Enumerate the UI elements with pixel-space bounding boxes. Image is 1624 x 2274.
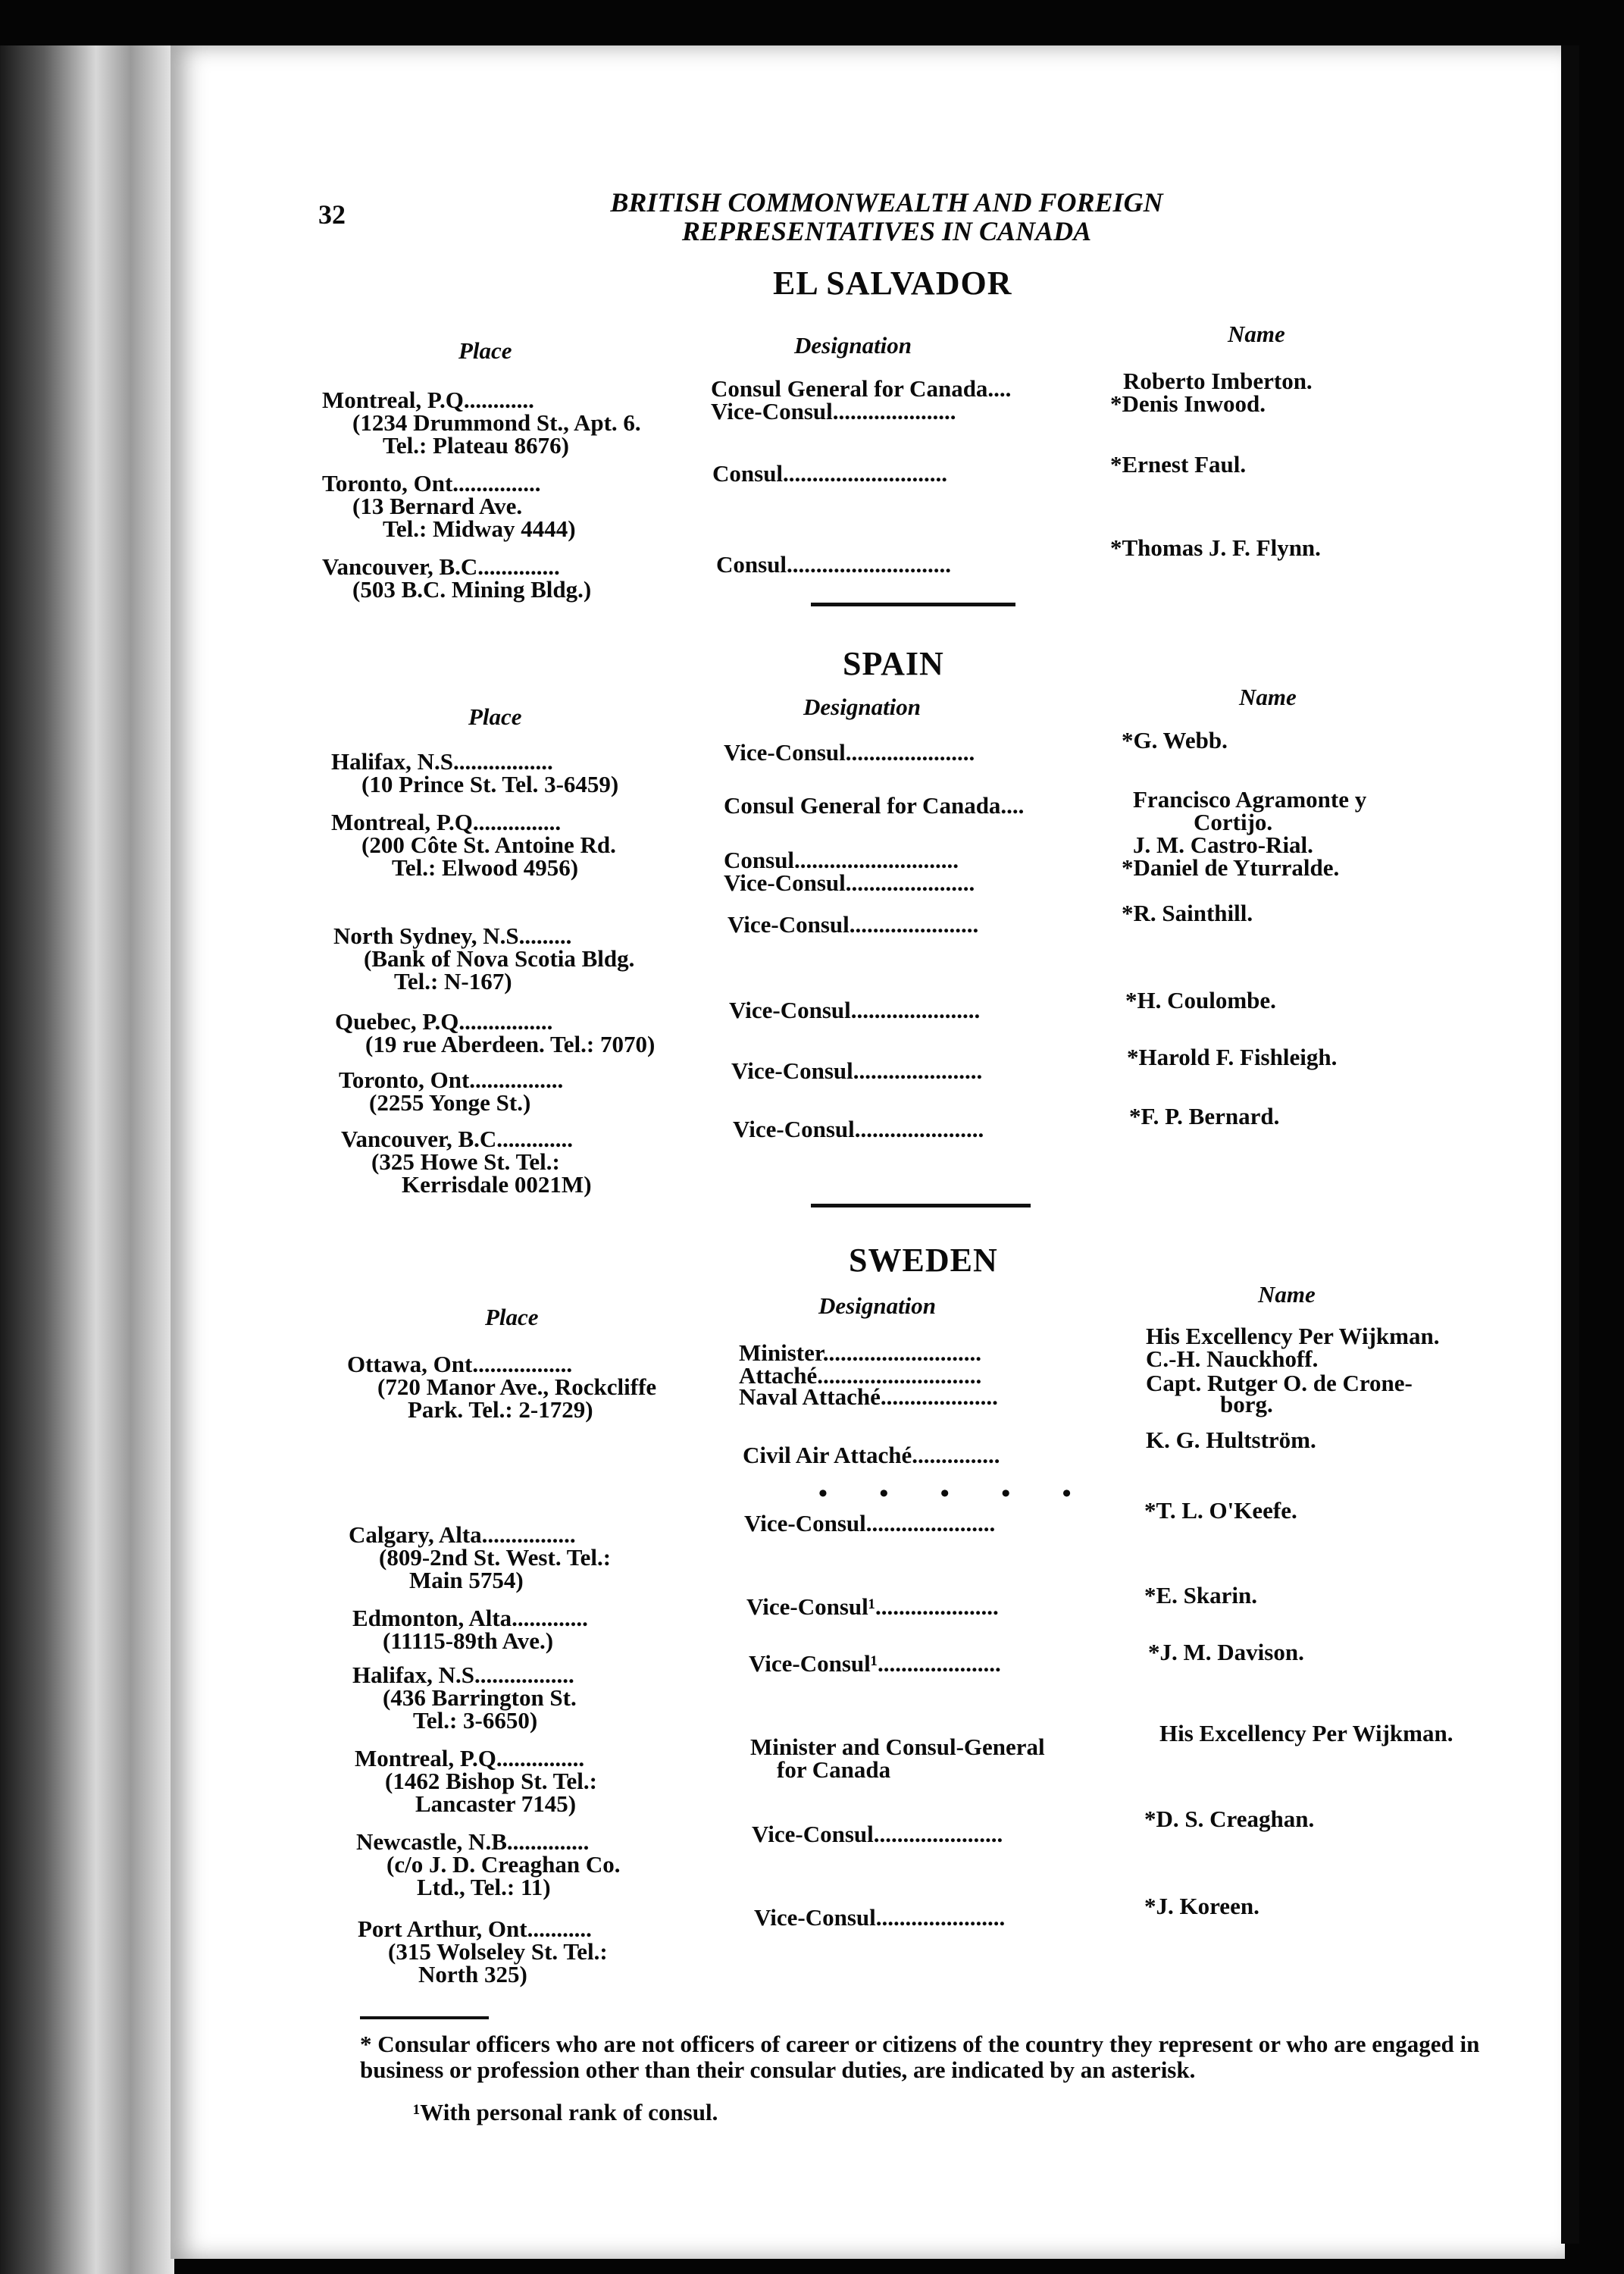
place-address: (13 Bernard Ave. <box>352 493 523 519</box>
place-address: (503 B.C. Mining Bldg.) <box>352 576 592 603</box>
entry-place <box>322 472 576 540</box>
representative-name: *Denis Inwood. <box>1110 390 1266 417</box>
representative-name: K. G. Hultström. <box>1146 1427 1316 1453</box>
designation: Vice-Consul...................... <box>724 739 975 766</box>
footnote-personal-rank: ¹With personal rank of consul. <box>413 2099 718 2125</box>
designation: Vice-Consul¹..................... <box>746 1593 999 1620</box>
entry-place <box>349 1521 612 1593</box>
place-city: Halifax, N.S................. <box>352 1662 574 1688</box>
section-title-el-salvador: EL SALVADOR <box>773 265 1012 302</box>
place-address: (325 Howe St. Tel.: <box>371 1148 560 1175</box>
place-city: Vancouver, B.C.............. <box>322 553 560 580</box>
place-address: (315 Wolseley St. Tel.: <box>388 1938 608 1965</box>
designation: Vice-Consul¹..................... <box>749 1650 1001 1677</box>
page-number: 32 <box>318 199 346 230</box>
place-address: (1234 Drummond St., Apt. 6. <box>352 409 641 436</box>
representative-name: Roberto Imberton. <box>1123 368 1313 394</box>
representative-name: *Harold F. Fishleigh. <box>1127 1044 1338 1070</box>
designation: Vice-Consul...................... <box>724 869 975 896</box>
designation: Minister........................... <box>739 1339 982 1366</box>
representative-name: *T. L. O'Keefe. <box>1144 1497 1297 1524</box>
place-telephone: Main 5754) <box>409 1567 524 1593</box>
place-telephone: North 325) <box>418 1961 527 1987</box>
place-address: (200 Côte St. Antoine Rd. <box>361 832 616 858</box>
entry-place <box>322 553 592 603</box>
column-head-name: Name <box>1239 684 1297 710</box>
representative-name: *H. Coulombe. <box>1125 987 1276 1013</box>
place-address: (10 Prince St. Tel. 3-6459) <box>361 771 619 797</box>
place-city: Halifax, N.S................. <box>331 748 553 775</box>
place-address: (436 Barrington St. <box>383 1684 577 1711</box>
column-head-designation: Designation <box>803 694 922 720</box>
footnotes <box>360 2031 1519 2125</box>
place-telephone: Kerrisdale 0021M) <box>402 1171 592 1198</box>
representative-name: Capt. Rutger O. de Crone- <box>1146 1370 1413 1396</box>
designation: Vice-Consul...................... <box>754 1904 1006 1931</box>
place-city: Vancouver, B.C............. <box>341 1126 574 1152</box>
running-head-line2: REPRESENTATIVES IN CANADA <box>681 216 1092 246</box>
designation: Consul............................ <box>724 847 959 873</box>
representative-name: *Thomas J. F. Flynn. <box>1110 534 1321 561</box>
place-city: Newcastle, N.B.............. <box>356 1828 590 1855</box>
section-divider <box>811 603 1015 606</box>
place-city: Quebec, P.Q................ <box>335 1008 553 1035</box>
footnote-asterisk: * Consular officers who are not officers of career or citizens of the country they represent or who are engaged in business or profession other than their consular duties, are indicated by an asterisk. <box>360 2031 1480 2083</box>
section-title-spain: SPAIN <box>843 645 944 682</box>
column-head-name: Name <box>1228 321 1285 347</box>
place-address: (720 Manor Ave., Rockcliffe <box>377 1373 657 1400</box>
designation: Naval Attaché.................... <box>739 1383 998 1410</box>
designation: Vice-Consul...................... <box>752 1821 1003 1847</box>
representative-name: *F. P. Bernard. <box>1129 1103 1280 1129</box>
page-edge-shadow <box>1561 45 1579 2244</box>
place-city: Toronto, Ont............... <box>322 470 541 496</box>
column-head-name: Name <box>1258 1281 1316 1308</box>
place-city: Montreal, P.Q............... <box>355 1745 585 1771</box>
representative-name: *J. M. Davison. <box>1148 1639 1304 1665</box>
entry-place <box>356 1828 621 1900</box>
entry-place <box>341 1128 592 1196</box>
designation: Vice-Consul...................... <box>744 1510 996 1536</box>
column-head-place: Place <box>458 337 512 364</box>
place-telephone: Tel.: Plateau 8676) <box>383 432 569 459</box>
place-telephone: Tel.: 3-6650) <box>413 1707 538 1734</box>
separator-dots: • • • • • <box>818 1480 1094 1508</box>
representative-name: C.-H. Nauckhoff. <box>1146 1345 1319 1372</box>
place-city: North Sydney, N.S......... <box>333 922 572 949</box>
designation: Consul............................ <box>712 460 948 487</box>
place-telephone: Park. Tel.: 2-1729) <box>408 1396 593 1423</box>
representative-name: *Daniel de Yturralde. <box>1122 854 1340 881</box>
column-head-designation: Designation <box>794 332 912 359</box>
entry-place <box>335 1010 655 1056</box>
column-head-place: Place <box>485 1304 539 1330</box>
entry-place <box>333 922 635 994</box>
designation: Vice-Consul...................... <box>731 1057 983 1084</box>
book-spine <box>0 45 174 2274</box>
place-address: (809-2nd St. West. Tel.: <box>379 1544 612 1571</box>
column-head-designation: Designation <box>818 1292 937 1319</box>
designation: Vice-Consul...................... <box>729 997 981 1023</box>
place-city: Montreal, P.Q............ <box>322 387 534 413</box>
place-address: (Bank of Nova Scotia Bldg. <box>364 945 635 972</box>
column-head-place: Place <box>468 703 522 730</box>
place-address: (1462 Bishop St. Tel.: <box>385 1768 597 1794</box>
place-address: (11115-89th Ave.) <box>383 1627 554 1654</box>
place-telephone: Tel.: Midway 4444) <box>383 515 576 542</box>
representative-name: Francisco Agramonte y <box>1133 786 1367 813</box>
place-city: Port Arthur, Ont........... <box>358 1915 592 1942</box>
designation: for Canada <box>777 1756 891 1783</box>
designation: Attaché............................ <box>739 1362 982 1389</box>
footnote-rule <box>360 2016 489 2019</box>
entry-place <box>352 1664 577 1732</box>
designation: Consul............................ <box>716 551 952 578</box>
place-city: Toronto, Ont................ <box>339 1067 564 1093</box>
entry-place <box>339 1069 563 1114</box>
place-city: Montreal, P.Q............... <box>331 809 562 835</box>
representative-name: J. M. Castro-Rial. <box>1133 832 1313 858</box>
representative-name: *Ernest Faul. <box>1110 451 1247 478</box>
designation: Vice-Consul..................... <box>711 398 956 424</box>
place-city: Calgary, Alta................ <box>349 1521 576 1548</box>
representative-name: *D. S. Creaghan. <box>1144 1806 1315 1832</box>
running-head <box>530 188 1243 246</box>
representative-name: *G. Webb. <box>1122 727 1228 753</box>
representative-name: *J. Koreen. <box>1144 1893 1259 1919</box>
designation: Consul General for Canada.... <box>724 792 1025 819</box>
entry-place <box>331 750 618 796</box>
representative-name: Cortijo. <box>1194 809 1273 835</box>
section-title-sweden: SWEDEN <box>849 1242 998 1279</box>
place-telephone: Ltd., Tel.: 11) <box>417 1874 551 1900</box>
designation: Civil Air Attaché............... <box>743 1442 1000 1468</box>
place-city: Edmonton, Alta............. <box>352 1605 588 1631</box>
entry-place <box>355 1747 597 1815</box>
representative-name: borg. <box>1220 1391 1273 1417</box>
representative-name: His Excellency Per Wijkman. <box>1146 1323 1440 1349</box>
place-city: Ottawa, Ont................. <box>347 1351 573 1377</box>
entry-place <box>322 389 641 457</box>
entry-place <box>331 811 616 879</box>
running-head-line1: BRITISH COMMONWEALTH AND FOREIGN <box>610 187 1163 218</box>
designation: Consul General for Canada.... <box>711 375 1012 402</box>
entry-place <box>358 1915 608 1987</box>
place-address: (19 rue Aberdeen. Tel.: 7070) <box>365 1031 656 1057</box>
designation: Vice-Consul...................... <box>728 911 979 938</box>
entry-place <box>352 1607 588 1652</box>
section-divider <box>811 1204 1031 1207</box>
representative-name: *R. Sainthill. <box>1122 900 1253 926</box>
entry-place <box>347 1353 656 1421</box>
place-address: (c/o J. D. Creaghan Co. <box>386 1851 621 1878</box>
designation: Minister and Consul-General <box>750 1734 1045 1760</box>
place-telephone: Tel.: Elwood 4956) <box>392 854 579 881</box>
designation: Vice-Consul...................... <box>733 1116 984 1142</box>
representative-name: *E. Skarin. <box>1144 1582 1258 1608</box>
place-telephone: Tel.: N-167) <box>394 968 512 994</box>
place-address: (2255 Yonge St.) <box>369 1089 531 1116</box>
place-telephone: Lancaster 7145) <box>415 1790 577 1817</box>
representative-name: His Excellency Per Wijkman. <box>1159 1720 1453 1746</box>
